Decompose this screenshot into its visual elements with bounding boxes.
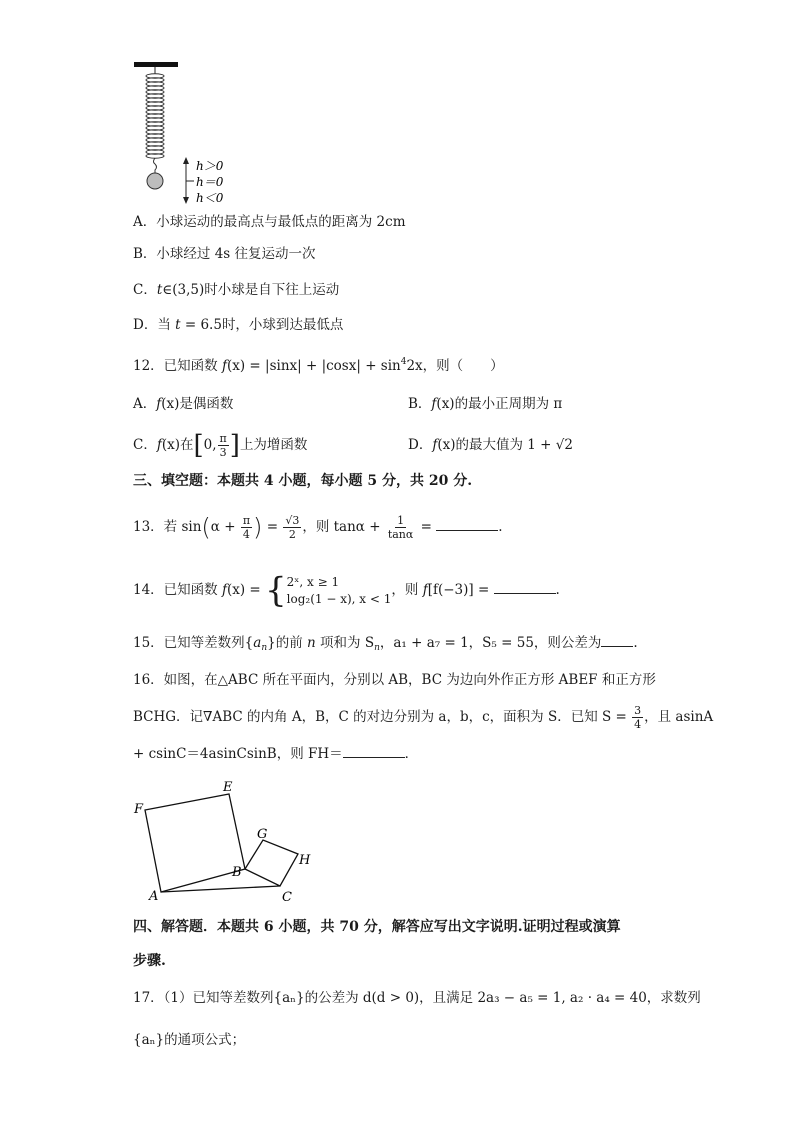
section-4-heading: 四、解答题．本题共 6 小题，共 70 分，解答应写出文字说明.证明过程或演算	[133, 919, 621, 935]
square-bchg	[245, 840, 298, 886]
piecewise-cases: 2ˣ, x ≥ 1 log₂(1 − x), x < 1	[286, 574, 392, 606]
label-f: F	[134, 802, 144, 817]
pi-over-3: $\frac{\pi}{3}$	[219, 432, 227, 459]
q15: 15．已知等差数列$\{a_n\}$的前 n 项和为 $S_n$，a₁ + a₇ = 1，S₅ = 55，则公差为 .	[133, 635, 638, 653]
q13: 13．若 sin(α + $\frac{\pi}{4}$ ) = $\frac{√3}{2}$ ，则 tanα + $\frac{1}{\tan\alpha}$ = .	[133, 513, 503, 542]
section-3-heading: 三、填空题：本题共 4 小题，每小题 5 分，共 20 分.	[133, 473, 473, 489]
label-h: H	[299, 853, 311, 868]
label-g: G	[257, 827, 268, 842]
q12-option-a: A．f(x)是偶函数	[133, 396, 234, 412]
squares-figure	[130, 778, 320, 906]
label-e: E	[223, 780, 233, 795]
q12-option-b: B．f(x)的最小正周期为 π	[408, 396, 563, 412]
section-4-heading-cont: 步骤.	[133, 953, 166, 969]
label-a: A	[149, 889, 159, 904]
spring-figure	[130, 58, 250, 208]
q17-line-1: 17．（1）已知等差数列{aₙ}的公差为 d(d > 0)，且满足 2a₃ − a₅ = 1, a₂ · a₄ = 40，求数列	[133, 990, 701, 1006]
q14-answer-blank[interactable]	[494, 581, 556, 594]
q12-option-d: D．f(x)的最大值为 1 + √2	[408, 437, 573, 453]
q12-stem: 12．已知函数 $f(x) = |\sin x| + |\cos x| + \sin^42x$，则（ ）	[133, 357, 504, 374]
q12-option-c: C．f(x)在[0, $\frac{\pi}{3}$ ]上为增函数	[133, 430, 308, 461]
q16-answer-blank[interactable]	[343, 745, 405, 758]
label-h-positive: h＞0	[196, 159, 224, 173]
spring-coils	[146, 74, 164, 158]
label-h-negative: h＜0	[196, 191, 224, 205]
q15-answer-blank[interactable]	[601, 634, 633, 647]
ball	[147, 173, 163, 189]
q11-option-d: D．当 t = 6.5时，小球到达最低点	[133, 317, 344, 333]
q11-option-b: B．小球经过 4s 往复运动一次	[133, 246, 316, 262]
q16-line-3: + csinC＝4asinCsinB，则 FH＝ ．	[133, 746, 419, 762]
label-b: B	[232, 865, 242, 880]
label-h-zero: h＝0	[196, 175, 224, 189]
q14: 14．已知函数 f(x) = { 2ˣ, x ≥ 1 log₂(1 − x), x < 1 ，则 f[f(−3)] = .	[133, 570, 560, 611]
square-abef	[145, 794, 245, 892]
q11-option-a: A．小球运动的最高点与最低点的距离为 2cm	[133, 214, 406, 230]
q13-answer-blank[interactable]	[436, 518, 498, 531]
label-c: C	[282, 890, 292, 905]
q16-line-2: BCHG．记∇ABC 的内角 A，B，C 的对边分别为 a，b，c，面积为 S．已知 S = $\frac{3}{4}$ ，且 asinA	[133, 704, 714, 731]
q11-option-c: C．t∈(3,5)时小球是自下往上运动	[133, 282, 340, 298]
q17-line-2: {aₙ}的通项公式；	[133, 1032, 246, 1048]
spring-ceiling	[134, 62, 178, 67]
q16-line-1: 16．如图，在△ABC 所在平面内，分别以 AB，BC 为边向外作正方形 ABEF 和正方形	[133, 672, 656, 688]
